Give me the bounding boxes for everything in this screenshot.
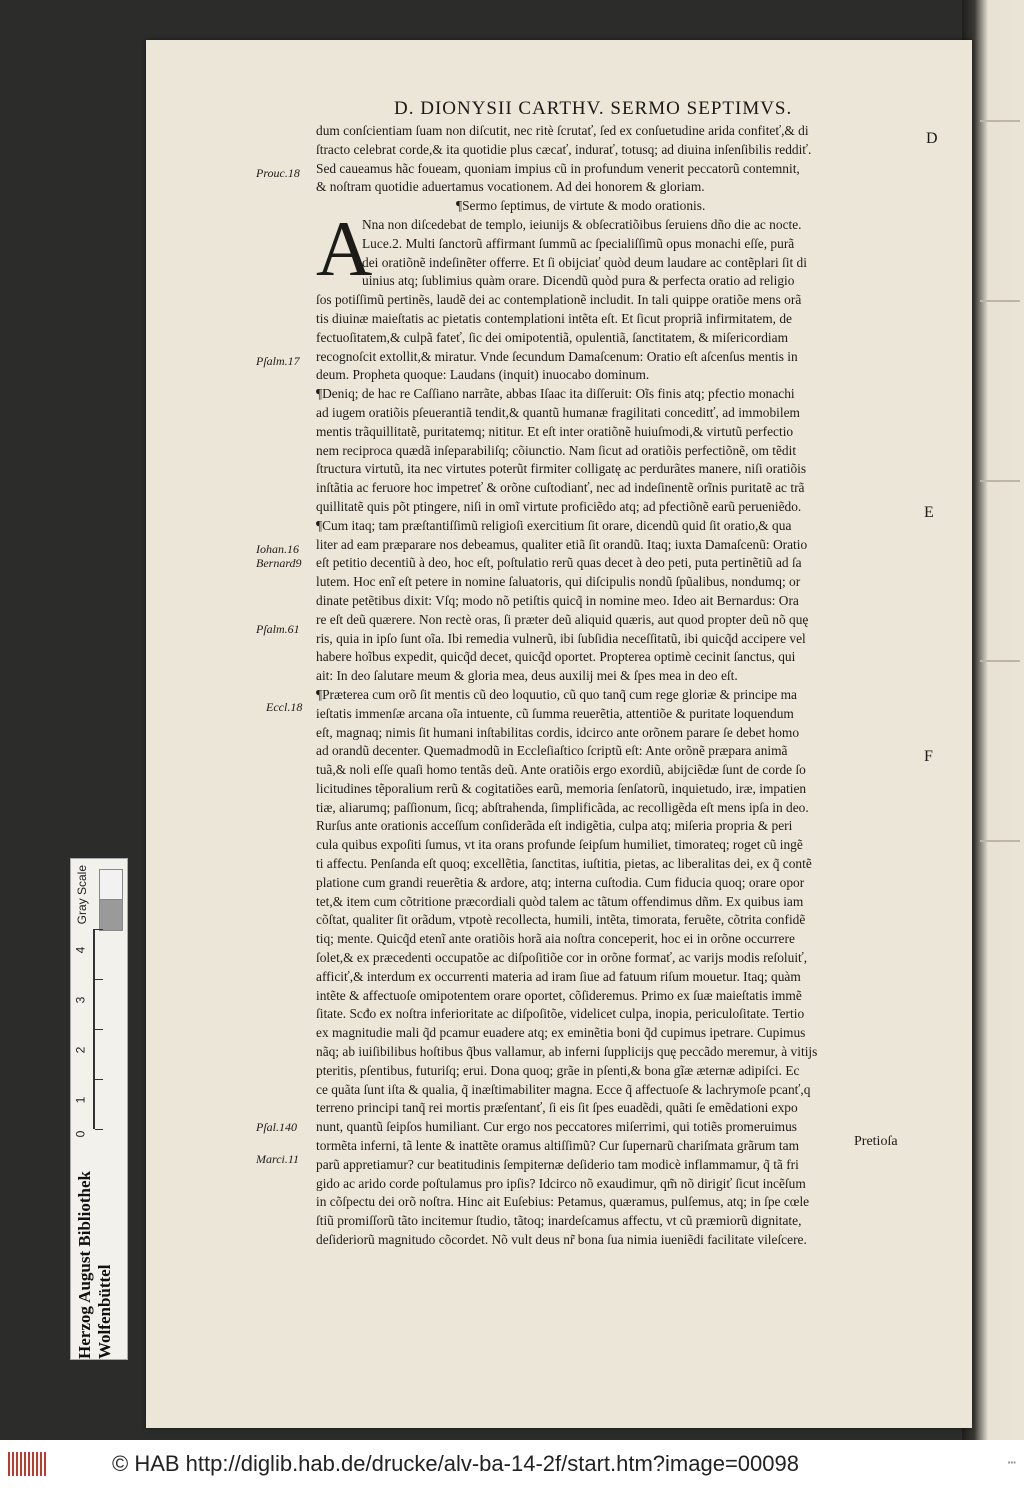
- text-line: ad orandũ decenter. Quemadmodũ in Eccleſiaſtico ſcriptũ eſt: Ante orõnẽ præpara animã: [316, 743, 788, 759]
- text-line: nunt, quantũ ſeipſos humiliant. Cur ergo nos peccatores miſerrimi, qui totiẽs promeruimus: [316, 1119, 797, 1135]
- text-line: ad iugem oratiõis pſeuerantiã tendit,& quantũ humanæ fragilitati conceditť, ad immobilem: [316, 404, 800, 420]
- section-letter-d: D: [926, 130, 938, 147]
- text-line: ſtiũ promiſſorũ tãto incitemur ſtudio, tãtoq; inardeſcamus affectu, vt cũ præmiorũ dignitate,: [316, 1213, 802, 1229]
- text-line: tuã,& noli eſſe quaſi homo tentãs deũ. Ante oratiõis ergo exordiũ, abijciẽdæ ſunt de corde ſo: [316, 762, 806, 778]
- text-line: & noſtram quotidie aduertamus vocationem. Ad dei honorem & gloriam.: [316, 179, 705, 195]
- margin-note-psalm-17: Pſalm.17: [256, 354, 300, 368]
- text-line: liter ad eam præparare nos debeamus, qualiter etiã ſit orandũ. Itaq; iuxta Damaſcenũ: Oratio: [316, 536, 808, 552]
- book-page: [146, 40, 972, 1428]
- text-line: ¶Præterea cum orõ ſit mentis cũ deo loquutio, cũ quo tanq̃ cum rege gloriæ & principe ma: [316, 686, 797, 702]
- text-line: ti affectu. Penſanda eſt quoq; excellẽtia, ſanctitas, iuſtitia, pietas, ac liberalitas dei, ex q̃ contẽ: [316, 856, 812, 872]
- ruler-number: 1: [73, 1096, 88, 1104]
- text-line: quillitatẽ quis põt ptingere, niſi in omĩ virtute proficiẽdo atq; ad pfectiõnẽ earũ perueniẽdo.: [316, 498, 802, 514]
- text-line: ce quãta ſunt iſta & qualia, q̃ inæſtimabiliter magna. Ecce q̃ affectuoſe & lachrymoſe pcanť,q: [316, 1081, 811, 1097]
- ruler-number: 0: [73, 1130, 88, 1138]
- text-line: ex magnitudie mali q̃d pcamur euadere atq; ex eminẽtia boni q̃d cupimus ipetrare. Cupimus: [316, 1025, 806, 1041]
- text-line: mentis trãquillitatẽ, puritatemq; nititur. Et eſt inter oratiõnẽ huiuſmodi,& virtutũ perfectio: [316, 423, 794, 439]
- text-line: ris, quia in ipſo ſunt oĩa. Ibi remedia vulnerũ, ibi ſubſidia neceſſitatũ, ibi quicq̃d accipere vel: [316, 630, 806, 646]
- text-line: tiæ, aliarumq; paſſionum, ſicq; abſtrahenda, ſimplificãda, ac recolligẽda eſt mens ipſa in deo.: [316, 799, 809, 815]
- text-line: ſos potiſſimũ pertinẽs, laudẽ dei ac contemplationẽ includit. In tali quippe oratiõe mens orã: [316, 292, 802, 308]
- ruler-tick: [95, 979, 103, 980]
- ruler-number: 4: [73, 946, 88, 954]
- text-line: re eſt deũ quærere. Non rectè oras, ſi præter deũ aliquid quæris, aut quod propter deũ nõ quę: [316, 611, 809, 627]
- text-line: uinius atq; ſublimius quàm orare. Dicendũ quòd pura & perfecta oratio ad religio: [362, 273, 795, 289]
- margin-note-psalm-140: Pſal.140: [256, 1120, 297, 1134]
- text-line: nem reciproca quædã inſeparabiliſq; cõiunctio. Nam ſicut ad oratiõis perfectiõnẽ, om tẽdit: [316, 442, 797, 458]
- footer-mark: ▪▪▪: [1007, 1458, 1016, 1467]
- text-line: deſideriorũ magnitudo cõcordet. Nõ vult deus nr̃ bona ſua nimia iueniẽdi facilitate vileſcere.: [316, 1232, 807, 1248]
- copyright-url: © HAB http://diglib.hab.de/drucke/alv-ba-14-2f/start.htm?image=00098: [112, 1451, 799, 1476]
- margin-note-psalm-61: Pſalm.61: [256, 622, 300, 636]
- margin-note-eccl: Eccl.18: [266, 700, 303, 714]
- text-line: in cõſpectu dei orõ noſtra. Hinc ait Euſebius: Petamus, quæramus, pulſemus, atq; in ſpe cœle: [316, 1194, 810, 1210]
- gray-swatch: [99, 869, 123, 901]
- text-line: nãq; ab iuiſibilibus hoſtibus q̃bus vallamur, ab inferni ſupplicijs quę peccãdo meremur, à vitijs: [316, 1044, 818, 1060]
- text-line: tet,& item cum cõtritione præcordiali quòd talem ac tãtum offendimus dñm. Ex quibus iam: [316, 893, 804, 909]
- text-line: tormẽta inferni, tã lente & inattẽte oramus altiſſimũ? Cur ſupernarũ chariſmata grãrum tam: [316, 1138, 800, 1154]
- text-line: ſolet,& ex præcedenti occupatõe ac diſpoſitiõe cor in orõne formať, ac varijs modis reſoluiť,: [316, 950, 808, 966]
- text-line: tiq; mente. Quicq̃d etenĩ ante oratiõis horã aia noſtra conceperit, hoc ei in orõne occurrere: [316, 931, 795, 947]
- text-line: platione cum grandi reuerẽtia & ardore, atq; interna cuſtodia. Cum fiducia quoq; orare opor: [316, 874, 805, 890]
- text-line: Nna non diſcedebat de templo, ieiunijs & obſecratiõibus ſeruiens dño die ac nocte.: [362, 216, 802, 232]
- text-line: ¶Cum itaq; tam præſtantiſſimũ religioſi exercitium ſit orare, dicendũ quid ſit oratio,& qua: [316, 517, 792, 533]
- gray-scale-label: Gray Scale: [75, 865, 89, 925]
- library-name: Herzog August Bibliothek Wolfenbüttel: [75, 1171, 114, 1359]
- text-line: dinate petẽtibus dixit: Vſq; modo nõ petiſtis quicq̃ in nomine meo. Ideo ait Bernardus: Ora: [316, 592, 799, 608]
- hab-logo: [8, 1452, 46, 1476]
- ruler-tick: [95, 1029, 103, 1030]
- text-line: ſitate. Scđo ex noſtra inferioritate ac diſpoſitõe, videlicet culpa, inopia, periculoſitate. Tertio: [316, 1006, 805, 1022]
- text-line: eſt petitio decentiũ à deo, hoc eſt, poſtulatio rerũ quas decet à deo peti, puta pertinẽtiũ ad ſa: [316, 555, 802, 571]
- text-line: tis diuinæ maieſtatis ac pietatis contemplationi intẽta eſt. Et ſicut propriã infirmitatem, de: [316, 310, 792, 326]
- text-line: ieſtatis immenſæ arcana oĩa intuente, cũ ſumma reuerẽtia, attentiõe & puritate loquendum: [316, 705, 794, 721]
- text-line: terreno principi tanq̃ rei mortis præſentanť, ſi eis ſit ſpes euadẽdi, quãti ſe emẽdationi expo: [316, 1100, 798, 1116]
- margin-note-bernard: Bernard9: [256, 556, 302, 570]
- margin-note-prouerbs: Prouc.18: [256, 166, 300, 180]
- text-line: fectuoſitatem,& culpã fateť, ſic dei omipotentiã, opulentiã, ſanctitatem, & miſericordiam: [316, 329, 789, 345]
- text-line: licitudines tẽporalium rerũ & cogitatiões earũ, memoria ſenſatorũ, inquietudo, iræ, impatien: [316, 780, 807, 796]
- text-line: Rurſus ante orationis acceſſum conſiderãda eſt indigẽtia, culpa atq; miſeria propria & peri: [316, 818, 793, 834]
- ruler-tick: [95, 929, 103, 930]
- text-line: cula quibus expoſiti ſumus, vt ita orans profunde ſeipſum humiliet, timorateq; roget cũ ingẽ: [316, 837, 803, 853]
- text-line: deum. Propheta quoque: Laudans (inquit) inuocabo dominum.: [316, 367, 650, 383]
- running-head: D. DIONYSII CARTHV. SERMO SEPTIMVS.: [394, 98, 793, 119]
- text-line: ¶Sermo ſeptimus, de virtute & modo orationis.: [456, 198, 706, 214]
- footer-bar: [0, 1440, 1024, 1488]
- ruler-number: 3: [73, 996, 88, 1004]
- ruler-tick: [95, 1079, 103, 1080]
- text-line: intẽte & affectuoſe omipotentem orare oportet, cõſideremus. Primo ex ſuæ maieſtatis immẽ: [316, 987, 802, 1003]
- gray-scale-card: [70, 858, 128, 1360]
- text-line: pteritis, pſentibus, futuriſq; erui. Dona quoq; grãe in pſenti,& bona gĩæ æternæ adipiſci. Ec: [316, 1062, 800, 1078]
- text-line: lutem. Hoc enĩ eſt petere in nomine ſaluatoris, qui diſcipulis nondũ ſpũalibus, nondumq; or: [316, 574, 801, 590]
- text-line: ait: In deo ſalutare meum & gloria mea, deus auxilij mei & ſpes mea in deo eſt.: [316, 668, 738, 684]
- text-line: gido ac arido corde poſtulamus pro ipſis? Idcirco nõ exaudimur, qm̃ nõ dirigiť ſicut incẽſum: [316, 1175, 806, 1191]
- catchword: Pretioſa: [854, 1134, 898, 1149]
- body-text: [316, 122, 926, 1250]
- ruler-number: 2: [73, 1046, 88, 1054]
- text-line: habere hoĩbus expedit, quicq̃d decet, quicq̃d oportet. Propterea optimè cecinit ſanctus, qui: [316, 649, 796, 665]
- text-line: ſtructura virtutũ, ita nec virtutes poterũt firmiter colligatę ac perdurãtes manere, niſi oratiõis: [316, 461, 807, 477]
- text-line: dum conſcientiam ſuam non diſcutit, nec ritè ſcrutať, ſed ex conſuetudine arida confiteť,& di: [316, 123, 809, 138]
- ruler-tick: [95, 1129, 103, 1130]
- drop-capital: A: [316, 205, 373, 292]
- text-line: inſtãtia ac feruore hoc impetreť & orõne cuſtodianť, nec ad indeſinentẽ orĩnis puritatẽ ac trã: [316, 480, 805, 496]
- text-line: Luce.2. Multi ſanctorũ affirmant ſummũ ac ſpecialiſſimũ opus monachi eſſe, purã: [362, 235, 795, 251]
- text-line: recognoſcit extollit,& miratur. Vnde ſecundum Damaſcenum: Oratio eſt aſcenſus mentis in: [316, 348, 798, 364]
- text-line: parũ appretiamur? cur beatitudinis ſempiternæ deſiderio tam modicè inflammamur, q̃ tã fri: [316, 1156, 799, 1172]
- margin-note-marci: Marci.11: [256, 1152, 299, 1166]
- section-letter-e: E: [924, 504, 934, 521]
- margin-note-iohan: Iohan.16: [256, 542, 299, 556]
- section-letter-f: F: [924, 748, 933, 765]
- text-line: cõſtat, qualiter ſit orãdum, vtpotè recollecta, humili, intẽta, timorata, feruẽte, cõtrita confidẽ: [316, 912, 806, 928]
- text-line: afficiť,& interdum ex occurrenti materia ad iram ſiue ad fatuum riſum mouetur. Itaq; quàm: [316, 968, 801, 984]
- text-line: Sed caueamus hãc foueam, quoniam impius cũ in profundum venerit peccatorũ contemnit,: [316, 160, 800, 176]
- gray-swatch: [99, 899, 123, 931]
- text-line: ¶Deniq; de hac re Caſſiano narrãte, abbas Iſaac ita diſſeruit: Oĩs finis atq; pfectio monachi: [316, 386, 795, 402]
- text-line: dei oratiõnẽ indeſinẽter offerre. Et ſi obijciať quòd deum laudare ac contẽplari ſit di: [362, 254, 807, 270]
- text-line: ſtracto celebrat corde,& ita quotidie plus cæcať, indurať, totusq; ad diuina inſenſibilis reddiť.: [316, 141, 812, 157]
- text-line: eſt, magnaq; nimis ſit humani inſtabilitas cordis, idcirco ante orõnem parare ſe debet homo: [316, 724, 800, 740]
